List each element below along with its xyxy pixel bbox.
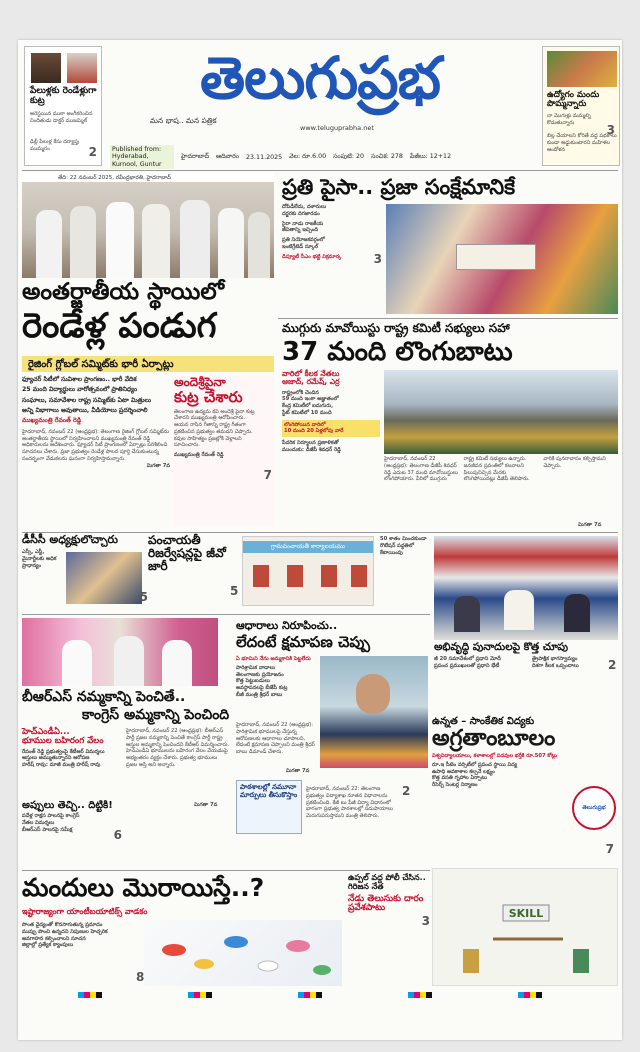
panchayat-headline: పంచాయతీ రిజర్వేషన్లపై జీవో జారీ: [148, 533, 226, 574]
maoists-body: హైదరాబాద్, నవంబర్ 22 (ఆంధ్రప్రభ): తెలంగాణ డీజీపీ శివధర్ రెడ్డి ఎదుట 37 మంది మావోయిస్టులు లొంగిపోయారు. వీరిలో ముగ్గురు రాష్ట్ర కమిటీ సభ్యులు ఉన్నారు. జనజీవన స్రవంతిలో కలవాలని పిలుపునిచ్చిన మేరకు లొంగిపోయినట్లు డీజీపీ తెలిపారు. వారికి పునరావాసం కల్పిస్తామని చెప్పారు.: [384, 456, 606, 483]
maoists-sub1: వారిలో కీలక నేతలు: [282, 369, 340, 378]
maoists-headline: 37 మంది లొంగుబాటు: [282, 337, 513, 367]
top-right-page: 3: [373, 252, 382, 266]
apology-bullet: అవస్థాపనలపై బీజేపీ కుట్ర: [236, 685, 288, 691]
maoists-kicker: ముగ్గురు మావోయిస్టు రాష్ట్ర కమిటీ సభ్యులు సహా: [282, 321, 510, 335]
g20-photo: [434, 536, 618, 640]
lead-subhead: రైజింగ్ గ్లోబల్ సమ్మిట్‌కు భారీ ఏర్పాట్లు: [22, 356, 274, 372]
lead-more[interactable]: మిగతా 7వ: [146, 462, 170, 469]
tech-sub: విశ్వవిద్యాలయాలు, కళాశాలల్లో పదవుల భర్తీకి రూ.507 కోట్లు: [432, 753, 558, 760]
dateline-city: హైదరాబాద్: [181, 152, 210, 160]
panchayat-side-3: కేటాయింపు: [380, 549, 403, 556]
top-right-bullet: జీవితాన్ని ఇచ్చింది: [282, 227, 318, 234]
debts-page: 6: [113, 828, 122, 842]
maoists-bullet: రాష్ట్రంలోకి చెందిన: [282, 389, 319, 396]
skill-icon: [433, 869, 619, 987]
color-bar-2: [188, 992, 212, 998]
pills-photo: [144, 920, 342, 986]
medicine-page: 8: [136, 970, 145, 984]
tech-page: 7: [605, 842, 614, 856]
ear-left-photo: [31, 53, 61, 83]
apology-kicker: ఏ భూమిని నేను అమ్మకానికి పెట్టలేదు: [236, 656, 311, 662]
newspaper-page: [18, 40, 622, 1040]
brs-headline-1: బీఆర్ఎస్ నమ్మకాన్ని పెంచితే..: [22, 689, 186, 705]
ear-right-page: 3: [606, 123, 615, 137]
top-right-bullet: ఇంటిగ్రేటెడ్ స్కూల్: [282, 243, 319, 250]
brs-bullet: రేవంత్ రెడ్డి ప్రభుత్వంపై కేటీఆర్ విమర్శలు: [22, 748, 105, 755]
tech-bullet: ఉపాధి అవకాశాల కల్పనే లక్ష్యం: [432, 768, 495, 775]
ear-left-sub: ఢిల్లీ పేలుళ్ల కేసు దర్యాప్తు ముమ్మరం: [30, 139, 80, 152]
rule-right-1: [278, 318, 618, 319]
g20-side-2: దిశగా కీలక ఒప్పందాలు: [532, 662, 579, 669]
brs-headline-2: కాంగ్రెస్ అమ్మకాన్ని పెంచింది: [82, 707, 230, 723]
panchayat-photo: [242, 536, 374, 606]
lead-headline-2: రెండేళ్ల పండుగ: [22, 306, 217, 346]
color-bar-4: [408, 992, 432, 998]
top-right-bullet: దర్జరకు దిగజారడం: [282, 210, 320, 217]
lead-caption: తేది: 22 నవంబర్ 2025, రవీంద్రభారతి, హైదరాబాద్: [22, 172, 274, 182]
maoists-bullet: 59 మంది ఇంకా అజ్ఞాతంలో: [282, 396, 339, 403]
dateline-issue: సంచిక: 278: [371, 152, 403, 160]
flyover-text: నేడు తెలుసుకు దారం ప్రవేశపాటు: [348, 893, 424, 914]
tech-bullet: కొత్త వసతి గృహాల ఏర్పాటు: [432, 775, 488, 782]
debts-sub: బీఆర్ఎస్ పాలనపై సమీక్ష: [22, 826, 73, 833]
apology-body: హైదరాబాద్, నవంబర్ 22 (ఆంధ్రప్రభ): పారిశ్రామిక భూములపై చేస్తున్న ఆరోపణలకు ఆధారాలు చూపాలని, లేదంటే క్షమాపణ చెప్పాలని మంత్రి శ్రీధర్ బాబు డిమాండ్ చేశారు.: [236, 722, 315, 755]
debts-text: పదేళ్ల రాక్షస పాలనపై కాంగ్రెస్ నేతల విమర్శలు: [22, 813, 80, 826]
medicine-bullet: ముప్పు పొంచి ఉన్నదని నిపుణుల హెచ్చరిక: [22, 928, 108, 935]
flyover-story[interactable]: [348, 874, 430, 986]
logo: తెలుగుప్రభ: [200, 44, 440, 112]
g20-side: [532, 656, 606, 670]
brs-subhead-1: హెచ్ఎండీఏ...: [22, 727, 70, 737]
brs-body: హైదరాబాద్, నవంబర్ 22 (ఆంధ్రప్రభ): బీఆర్ఎస్ పార్టీ ప్రజల నమ్మకాన్ని పెంచితే కాంగ్రెస్ పార్టీ రాష్ట్ర ఆస్తుల అమ్మకాన్ని పెంచిందని కేటీఆర్ విమర్శించారు. హెచ్ఎండీఏ భూములను బహిరంగ వేలం వేయడంపై అభ్యంతరం వ్యక్తం చేశారు. ప్రభుత్వ భూములు ప్రజల ఆస్తి అని అన్నారు.: [126, 728, 230, 768]
lead-bullet: 25 మంది విద్యార్థులు వారోత్సవంలో ప్రాతినిధ్యం: [22, 386, 138, 394]
tagline: మన భాష.. మన పత్రిక: [150, 116, 217, 125]
panchayat-side: [380, 536, 428, 556]
tech-bullet: రీసెర్చ్ సెంటర్ల నిర్మాణం: [432, 782, 478, 789]
flyover-headline: ఉప్పల్ వద్ద పోలీ చేసిన.. గిరిజన నేత: [348, 873, 426, 891]
panchayat-side-1: 50 శాతం మించకుండా: [380, 536, 427, 542]
andesri-headline-1: అందెశ్రీపైనా: [174, 375, 226, 389]
maoists-sub2: ఆజాద్, రమేష్, ఎర్ర: [282, 377, 340, 387]
ear-right-photo: [547, 51, 617, 87]
apology-bullets: [236, 656, 316, 699]
g20-bullets: [434, 656, 530, 670]
andesri-box[interactable]: [174, 376, 274, 526]
maoists-highlight-1: లొంగిపోయిన వారిలో: [284, 421, 326, 428]
ear-left-text: అరెస్టయిన ముఠా అంగీకరించిన నిందితుడు డాక్టర్ ముజమ్మిల్: [30, 111, 93, 124]
dateline-price: వెల: రూ.6.00: [289, 152, 327, 160]
ear-right-text: నా మొగుళ్లు మమ్మల్ని కొడుతున్నారు: [547, 113, 591, 126]
andesri-page: 7: [263, 468, 272, 482]
top-right-bullet: డిప్యూటీ సీఎం భట్టి విక్రమార్క: [282, 253, 342, 260]
dateline-date: 23.11.2025: [246, 153, 283, 161]
dcc-story[interactable]: [22, 533, 148, 610]
medicine-bullets: [22, 922, 140, 949]
tech-headline: అగ్రతాంబూలం: [432, 726, 556, 751]
maoists-highlight-2: 10 మంది 20 ఏళ్లలోపు వారే: [284, 428, 344, 435]
panchayat-page: 5: [230, 584, 239, 598]
maoists-sidebar: [282, 370, 380, 530]
laws-box[interactable]: [236, 780, 302, 834]
apology-photo: [320, 656, 428, 768]
brs-subhead-2: భూముల బహిరంగ వేలం: [22, 736, 104, 747]
ear-right[interactable]: [542, 46, 620, 166]
ear-left-headline: పేలుళ్లకు రెండేళ్లుగా కుట్ర: [30, 86, 97, 106]
apology-bullet: బీజీ మంత్రి శ్రీధర్ బాబు: [236, 691, 283, 698]
medicine-headline: మందులు మొరాయిస్తే..?: [22, 873, 265, 902]
rule-top: [22, 170, 618, 171]
dcc-headline: డీసీసీ అధ్యక్షులొచ్చారు: [22, 533, 118, 546]
medicine-bullet: సొంత వైద్యంతో కొనసాగుతున్న ప్రమాదం: [22, 922, 103, 928]
apology-headline-2: లేదంటే క్షమాపణ చెప్పు: [236, 633, 370, 651]
published-from-label: Published from:: [112, 145, 162, 153]
medicine-bullet: జిల్లాల్లో ప్రత్యేక క్యాంపులు: [22, 942, 73, 949]
brs-bullet: ఆస్తులు అమ్ముతున్నారని ఆరోపణ: [22, 755, 90, 762]
dcc-photo: [66, 552, 142, 604]
g20-bullet: ప్రపంచ ప్రముఖులతో ప్రధాని భేటీ: [434, 662, 500, 669]
flyover-page: 3: [421, 914, 430, 928]
apology-bullet: కొత్త పెట్టుబడులు: [236, 678, 270, 685]
ear-right-headline: ఉద్యోగం మందు పొమ్మన్నారు: [547, 90, 600, 110]
ear-left-page: 2: [88, 145, 97, 159]
maoists-more[interactable]: మిగతా 7వ: [578, 522, 602, 528]
top-right-headline: ప్రతి పైసా.. ప్రజా సంక్షేమానికే: [282, 175, 516, 199]
lead-bullet: అన్ని విభాగాలు అవుతాయి, వీడియోలు ప్రదర్శించాలి: [22, 407, 148, 415]
top-right-bullet: సైరా నాడు రాజకీయ: [282, 220, 324, 227]
rule-mid-2: [22, 614, 430, 615]
laws-headline: పాఠశాలల్లో నమూనా మార్పులు తీసుకొస్తాం: [240, 783, 298, 799]
skill-graphic: [432, 868, 618, 986]
color-bar-3: [298, 992, 322, 998]
tech-bullet: రూ.ఇ సీటెం వర్సిటీలో ప్రపంచ స్థాయి విద్య: [432, 761, 518, 768]
andesri-body: తెలంగాణ ఉద్యమ కవి అందెశ్రీ పైనా కుట్ర చేశారని ముఖ్యమంత్రి ఆరోపించారు. ఆయన రాసిన గీతాన్ని రాష్ట్ర గీతంగా ప్రకటించిన ప్రభుత్వం తమదని చెప్పారు. కవుల సాహిత్యం ప్రజల్లోకి వెళ్లాలని సూచించారు.: [174, 408, 255, 449]
brs-photo: [22, 618, 218, 686]
lead-headline-1: అంతర్జాతీయ స్థాయిలో: [22, 279, 225, 305]
lead-photo: [22, 172, 274, 278]
svg-text:SKILL: SKILL: [508, 907, 544, 920]
dcc-page: 5: [139, 590, 148, 604]
dateline-pages: పేజీలు: 12+12: [409, 152, 452, 160]
debts-story[interactable]: [22, 800, 122, 866]
debts-headline: అప్పులు తెచ్చి.. దిట్టికి!: [22, 800, 113, 811]
published-from: [110, 145, 174, 170]
dateline-bar: [110, 146, 540, 168]
maoists-note: పేదరిక నిర్మూలన ప్రణాళికతో: [282, 440, 339, 446]
mid-bottom-body: హైదరాబాద్, నవంబర్ 22: తెలంగాణ ప్రభుత్వం విద్యాశాఖ నూతన విధానాలను ప్రకటించింది. కేజీ టు పీజీ విద్యా విధానంలో భాగంగా ప్రభుత్వ పాఠశాలల్లో సదుపాయాలు మెరుగుపరుస్తామని మంత్రి తెలిపారు.: [306, 786, 393, 819]
maoists-bullet: కేంద్ర కమిటీలో ఐదుగురు,: [282, 403, 334, 409]
color-bar-5: [518, 992, 542, 998]
g20-side-1: త్రైపాక్షిక భాగస్వామ్యం: [532, 656, 578, 662]
tech-stamp: తెలుగుప్రభ: [572, 786, 616, 830]
ear-left-photo-2: [67, 53, 97, 83]
dateline-volume: సంపుటి: 20: [333, 152, 365, 160]
panchayat-story[interactable]: [148, 534, 428, 610]
pills-icon: [144, 920, 342, 986]
tech-kicker: ఉన్నత – సాంకేతిక విద్యకు: [432, 716, 535, 727]
panchayat-side-2: రొటేషన్ పద్ధతిలో: [380, 542, 414, 549]
medicine-bullet: అవగాహన కల్పించాలని సూచన: [22, 935, 86, 942]
website[interactable]: www.teluguprabha.net: [300, 124, 374, 132]
andesri-byline: ముఖ్యమంత్రి రేవంత్ రెడ్డి: [174, 452, 224, 459]
rule-bottom-1: [22, 870, 430, 871]
panchayat-building-sign: గ్రామపంచాయతీ కార్యాలయము: [243, 541, 373, 553]
lead-body: హైదరాబాద్, నవంబర్ 22 (ఆంధ్రప్రభ): తెలంగాణ రైజింగ్ గ్లోబల్ సమ్మిట్‌ను అంతర్జాతీయ స్థాయిలో నిర్వహించాలని ముఖ్యమంత్రి రేవంత్ రెడ్డి అధికారులను ఆదేశించారు. ఫ్యూచర్ సిటీ ప్రాంగణంలో ఏర్పాట్లు పరిశీలించి సూచనలు చేశారు. ప్రజా ప్రభుత్వం రెండేళ్ల పాలన పూర్తి చేసుకుంటున్న సందర్భంగా వేడుకలను ఘనంగా నిర్వహిస్తామన్నారు.: [22, 428, 170, 462]
g20-headline: అభివృద్ధి పునాదులపై కొత్త చూపు: [434, 641, 569, 653]
andesri-headline-2: కుట్ర చేశారు: [174, 388, 243, 407]
tech-story[interactable]: [432, 716, 618, 870]
laws-page: 2: [402, 784, 411, 798]
ear-left[interactable]: [24, 46, 102, 166]
top-right-bullet: ప్రతి నియోజకవర్గంలో: [282, 237, 325, 243]
published-from-value: Hyderabad, Kurnool, Guntur: [112, 153, 162, 168]
lead-bullet: ముఖ్యమంత్రి రేవంత్ రెడ్డి: [22, 417, 82, 425]
top-right-bullet: దోపిడీలేదు, దళారులు: [282, 204, 327, 210]
lead-bullet: ఫ్యూచర్ సిటీలో సువిశాల ప్రాంగణం.. భారీ వేదిక: [22, 376, 137, 383]
lead-bullet: సంఘాలు, సమావేశాల రాష్ట్ర సమ్మిట్‌కు ఏటా మిత్రులు: [22, 396, 151, 404]
top-right-bullets: [282, 204, 382, 314]
maoists-photo: [384, 370, 618, 454]
brs-more[interactable]: మిగతా 7వ: [194, 802, 218, 808]
masthead: [110, 42, 530, 138]
top-right-photo: [386, 204, 618, 314]
color-bar-1: [78, 992, 102, 998]
apology-bullet: పారిశ్రామిక వాడాలు: [236, 664, 276, 671]
apology-bullet: తెలంగాణకు ప్రయోజనం: [236, 671, 284, 678]
maoists-note-2: ముందుకు: డీజీపీ శివధర్ రెడ్డి: [282, 446, 341, 453]
apology-headline-1: ఆధారాలు నిరూపించు..: [236, 619, 338, 632]
ear-right-sub: బిల్ల చేయాలని కోరితే వద్ద పథకాలు కుండా అడ్డుకుంటారని మహిళల ఆందోళన: [547, 133, 617, 153]
brs-subheads: [22, 728, 122, 769]
dateline-day: ఆదివారం: [216, 152, 240, 160]
brs-bullet: హరీష్ రావు: మాజీ మంత్రి హరీష్ రావు: [22, 762, 101, 769]
g20-page: 2: [608, 658, 617, 672]
maoists-bullet: స్టేట్ కమిటీలో 10 మంది: [282, 409, 332, 416]
lead-bullets: [22, 376, 170, 526]
dcc-sub: ఎస్సీ, ఎస్టీ, మైనార్టీలకు అధిక ప్రాధాన్యం: [22, 549, 57, 569]
apology-more[interactable]: మిగతా 7వ: [286, 768, 310, 774]
g20-bullet: జీ 20 సమావేశంలో ప్రధాని మోదీ: [434, 656, 501, 662]
medicine-sub: ఇష్టారాజ్యంగా యాంటీబయాటిక్స్ వాడకం: [22, 907, 148, 916]
